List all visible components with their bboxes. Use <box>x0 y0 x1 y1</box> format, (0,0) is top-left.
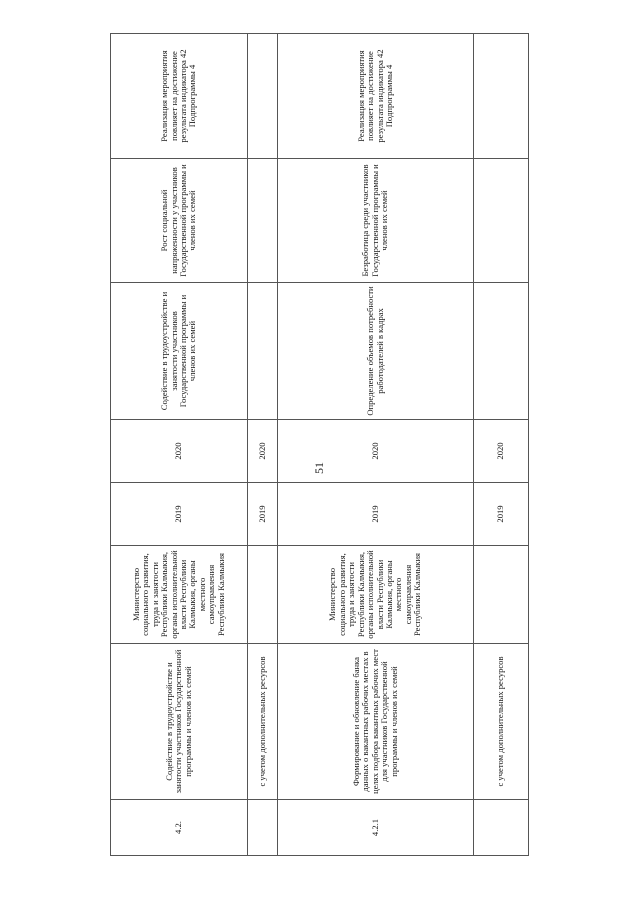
start-year: 2019 <box>248 483 278 546</box>
main-directions: Содействие в трудоустройстве и занятости участников Государственной программы и членов их семей <box>111 283 248 420</box>
consequences <box>474 159 529 283</box>
indicator-link <box>474 34 529 159</box>
indicator-link: Реализация мероприятия повлияет на достижение результата индикатора 42 Подпрограммы 4 <box>111 34 248 159</box>
row-number <box>474 800 529 856</box>
start-year: 2019 <box>474 483 529 546</box>
executor: Министерство социального развития, труда и занятости Республики Калмыкия, органы исполнительной власти Республики Калмыкия, органы местного самоуправления Республики Калмыкия <box>111 546 248 644</box>
start-year: 2019 <box>278 483 474 546</box>
end-year: 2020 <box>474 420 529 483</box>
event-name: с учетом дополнительных ресурсов <box>474 644 529 800</box>
consequences: Рост социальной напряженности у участников Государственной программы и членов их семей <box>111 159 248 283</box>
start-year: 2019 <box>111 483 248 546</box>
end-year: 2020 <box>248 420 278 483</box>
program-table <box>110 33 529 856</box>
executor: Министерство социального развития, труда и занятости Республики Калмыкия, органы исполнительной власти Республики Калмыкия, органы местного самоуправления Республики Калмыкия <box>278 546 474 644</box>
table-row <box>248 34 278 856</box>
table-row <box>278 34 474 856</box>
executor <box>248 546 278 644</box>
end-year: 2020 <box>111 420 248 483</box>
consequences <box>248 159 278 283</box>
indicator-link <box>248 34 278 159</box>
main-directions: Определение объемов потребности работодателей в кадрах <box>278 283 474 420</box>
table-row <box>474 34 529 856</box>
row-number: 4.2. <box>111 800 248 856</box>
event-name: Содействие в трудоустройстве и занятости участников Государственной программы и членов их семей <box>111 644 248 800</box>
event-name: с учетом дополнительных ресурсов <box>248 644 278 800</box>
event-name: Формирование и обновление банка данных о вакантных рабочих местах в целях подбора вакантных рабочих мест для участников Государственной программы и членов их семей <box>278 644 474 800</box>
row-number <box>248 800 278 856</box>
main-directions <box>474 283 529 420</box>
end-year: 2020 <box>278 420 474 483</box>
table-row <box>111 34 248 856</box>
rotated-table-wrapper <box>110 34 528 856</box>
indicator-link: Реализация мероприятия повлияет на достижение результата индикатора 42 Подпрограммы 4 <box>278 34 474 159</box>
row-number: 4.2.1 <box>278 800 474 856</box>
executor <box>474 546 529 644</box>
page-number: 51 <box>312 462 326 474</box>
main-directions <box>248 283 278 420</box>
consequences: Безработица среди участников Государственной программы и членов их семей <box>278 159 474 283</box>
